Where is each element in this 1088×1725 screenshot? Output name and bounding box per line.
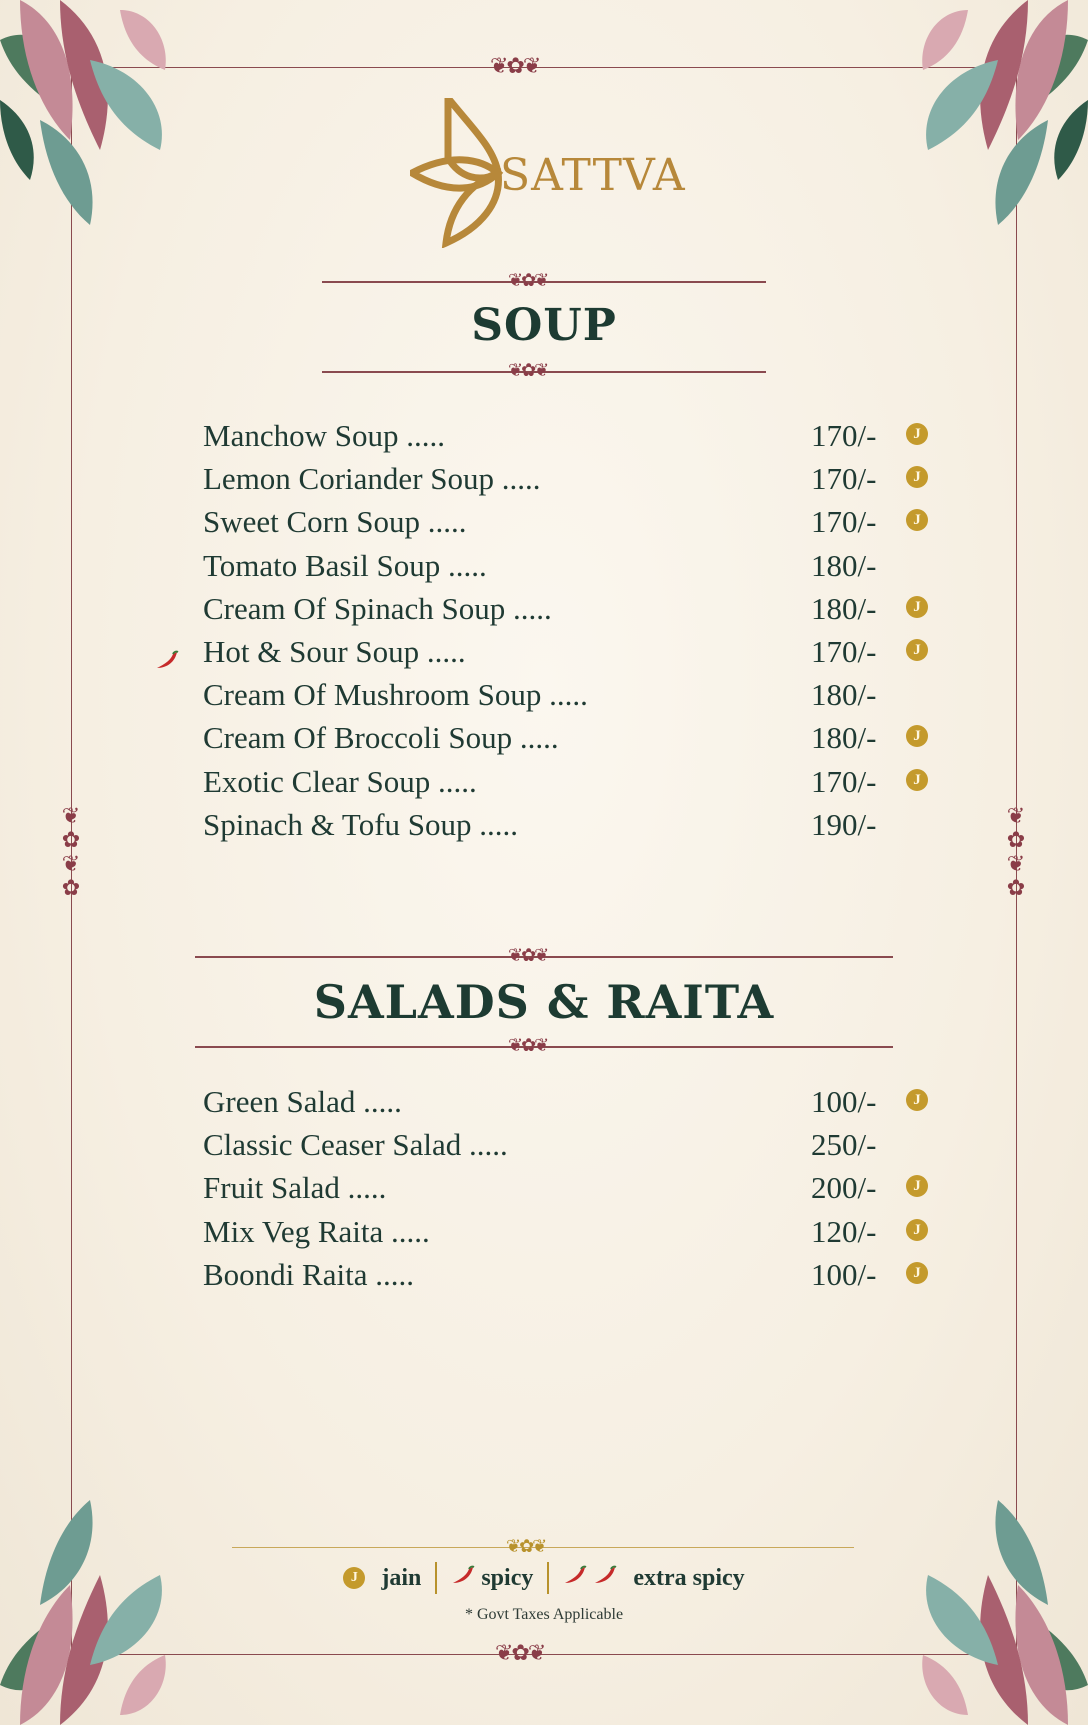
jain-badge-icon: J [906, 769, 928, 791]
item-name: Exotic Clear Soup ..... [203, 763, 477, 799]
scroll-ornament-icon: ❦ ✿ ❦ ✿ [1006, 804, 1026, 901]
menu-item [203, 418, 933, 458]
item-name: Cream Of Mushroom Soup ..... [203, 677, 588, 713]
item-name: Lemon Coriander Soup ..... [203, 461, 541, 497]
item-price: 100/- [811, 1084, 877, 1119]
jain-badge-icon: J [906, 639, 928, 661]
menu-item [203, 591, 933, 631]
menu-item [203, 1127, 933, 1167]
scroll-ornament-icon: ❦✿❦ [495, 1641, 545, 1666]
jain-badge-icon: J [906, 509, 928, 531]
jain-badge-icon: J [906, 1219, 928, 1241]
item-name: Spinach & Tofu Soup ..... [203, 806, 519, 842]
section-title-soup: SOUP [471, 300, 617, 351]
jain-badge-icon: J [906, 1089, 928, 1111]
item-name: Tomato Basil Soup ..... [203, 547, 487, 583]
item-name: Manchow Soup ..... [203, 418, 445, 453]
scroll-ornament-icon: ❦✿❦ [508, 270, 548, 291]
scroll-ornament-icon: ❦✿❦ [490, 54, 540, 79]
legend-jain-label: jain [381, 1564, 422, 1591]
legend-separator [547, 1562, 549, 1594]
chili-icon [563, 1565, 587, 1592]
item-name: Mix Veg Raita ..... [203, 1213, 430, 1249]
section-title-salads-raita: SALADS & RAITA [313, 975, 775, 1029]
item-price: 180/- [811, 590, 877, 626]
floral-corner-icon [0, 0, 180, 240]
item-price: 250/- [811, 1127, 877, 1163]
legend-spicy-label: spicy [481, 1564, 534, 1591]
menu-item [203, 1257, 933, 1297]
chili-icon [593, 1565, 617, 1592]
jain-badge-icon: J [906, 1262, 928, 1284]
item-price: 200/- [811, 1170, 877, 1206]
jain-badge-icon: J [906, 423, 928, 445]
legend-separator [435, 1562, 437, 1594]
jain-badge-icon: J [906, 1175, 928, 1197]
item-name: Boondi Raita ..... [203, 1256, 414, 1292]
item-name: Fruit Salad ..... [203, 1170, 387, 1206]
chili-icon [155, 642, 179, 678]
scroll-ornament-icon: ❦✿❦ [508, 1035, 548, 1056]
item-price: 120/- [811, 1213, 877, 1249]
menu-item [203, 1214, 933, 1254]
item-name: Cream Of Broccoli Soup ..... [203, 720, 559, 756]
brand-name: SATTVA [500, 150, 686, 201]
menu-item [203, 634, 933, 674]
item-price: 190/- [811, 806, 877, 842]
legend-extra-spicy-label: extra spicy [633, 1564, 745, 1591]
item-price: 180/- [811, 547, 877, 583]
legend [0, 1562, 1088, 1594]
item-name: Hot & Sour Soup ..... [203, 634, 466, 669]
menu-item [203, 504, 933, 544]
menu-item [203, 720, 933, 760]
tax-note: * Govt Taxes Applicable [464, 1606, 624, 1623]
jain-badge-icon: J [343, 1567, 365, 1589]
jain-badge-icon: J [906, 466, 928, 488]
chili-icon [451, 1565, 475, 1592]
scroll-ornament-icon: ❦✿❦ [508, 945, 548, 966]
floral-corner-icon [908, 1485, 1088, 1725]
menu-item [203, 1170, 933, 1210]
item-name: Cream Of Spinach Soup ..... [203, 590, 552, 626]
scroll-ornament-icon: ❦ ✿ ❦ ✿ [61, 804, 81, 901]
menu-item [203, 548, 933, 588]
floral-corner-icon [0, 1485, 180, 1725]
item-price: 180/- [811, 677, 877, 713]
item-price: 170/- [811, 504, 877, 540]
floral-corner-icon [908, 0, 1088, 240]
item-name: Classic Ceaser Salad ..... [203, 1127, 508, 1163]
item-name: Sweet Corn Soup ..... [203, 504, 467, 540]
item-price: 170/- [811, 418, 877, 453]
item-price: 170/- [811, 763, 877, 799]
menu-item [203, 1084, 933, 1124]
menu-item [203, 677, 933, 717]
item-price: 170/- [811, 461, 877, 497]
item-price: 100/- [811, 1256, 877, 1292]
scroll-ornament-icon: ❦✿❦ [508, 360, 548, 381]
item-price: 170/- [811, 634, 877, 669]
jain-badge-icon: J [906, 596, 928, 618]
menu-item [203, 807, 933, 847]
menu-item [203, 461, 933, 501]
scroll-ornament-icon: ❦✿❦ [506, 1536, 546, 1557]
item-price: 180/- [811, 720, 877, 756]
item-name: Green Salad ..... [203, 1084, 402, 1119]
jain-badge-icon: J [906, 725, 928, 747]
menu-item [203, 764, 933, 804]
